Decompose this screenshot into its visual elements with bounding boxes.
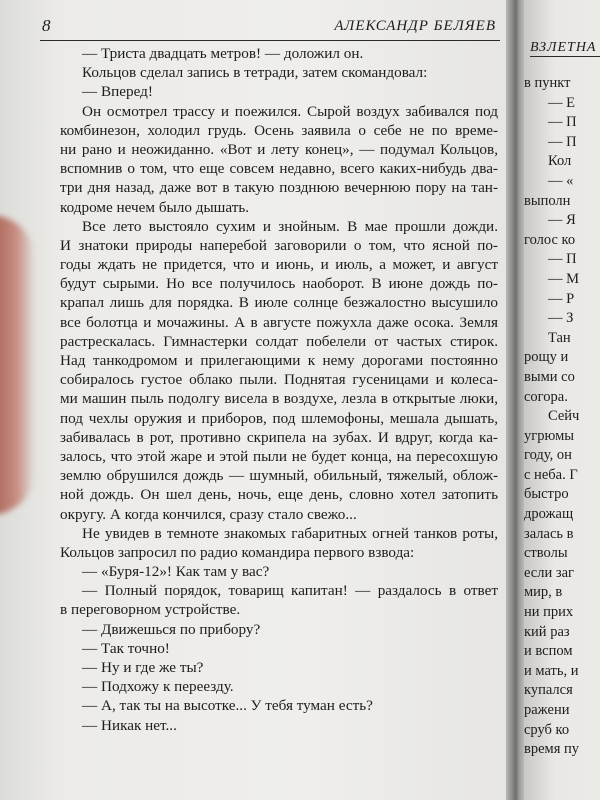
right-text-line: выми со	[524, 368, 575, 385]
right-text-line: с неба. Г	[524, 466, 578, 483]
right-text-line: купался	[524, 682, 573, 699]
right-running-head: ВЗЛЕТНА	[530, 40, 600, 57]
text-line: в переговорном устройстве.	[60, 601, 241, 619]
text-line: — Ну и где же ты?	[82, 659, 204, 676]
text-line: комбинезон, холодил грудь. Осень заявила о себе не по време-	[60, 121, 498, 139]
page-header	[40, 14, 500, 41]
text-line: растрескалась. Гимнастерки солдат побелели от частых стирок.	[60, 332, 498, 350]
text-line: округу. А когда кончился, сразу стало свежо...	[60, 505, 357, 523]
text-line: под чехлы оружия и приборов, под шлемофоны, мешала дышать,	[60, 409, 498, 427]
text-line: землю обрушился дождь — шумный, обильный, тяжелый, облож-	[60, 467, 498, 485]
right-text-line: — П	[548, 251, 577, 268]
text-line: Все лето выстояло сухим и знойным. В мае прошли дожди.	[82, 217, 498, 235]
text-line: — Триста двадцать метров! — доложил он.	[82, 45, 364, 62]
right-text-line: время пу	[524, 741, 580, 758]
right-text-line: — П	[548, 114, 577, 131]
right-text-line: — З	[548, 310, 574, 327]
right-text-line: быстро	[524, 486, 569, 503]
right-text-line: в пункт	[524, 75, 571, 91]
right-text-line: кий раз	[524, 623, 570, 640]
right-text-line: сруб ко	[524, 721, 570, 738]
right-text-line: — Е	[548, 94, 575, 111]
text-line: — Подхожу к переезду.	[82, 678, 234, 696]
right-text-line: голос ко	[524, 231, 576, 248]
text-line: Не увидев в темноте знакомых габаритных огней танков роты,	[82, 524, 498, 542]
right-body-text	[524, 74, 580, 760]
right-text-line: Тан	[548, 329, 571, 346]
text-line: — Так точно!	[82, 639, 170, 657]
text-line: забивалась в рот, противно скрипела на зубах. И вдруг, когда ка-	[60, 428, 498, 446]
page-number: 8	[42, 16, 51, 35]
text-line: — Движешься по прибору?	[82, 620, 261, 638]
right-text-line: ни прих	[524, 604, 574, 621]
text-line: кодроме нечем было дышать.	[60, 198, 250, 216]
right-text-line: и мать, и	[524, 662, 579, 679]
text-line: годы ждать не придется, что и июнь, и июль, а может, и август	[60, 256, 498, 274]
thumb-finger	[0, 215, 35, 515]
right-text-line: — «	[548, 172, 574, 189]
right-text-line: ражени	[524, 702, 570, 718]
right-text-line: залась в	[524, 525, 574, 542]
text-line: ной дождь. Он шел день, ночь, еще день, словно хотел затопить	[60, 486, 498, 504]
right-text-line: — Р	[548, 290, 575, 307]
right-text-line: рощу и	[524, 349, 569, 366]
text-line: Кольцов запросил по радио командира первого взвода:	[60, 543, 415, 561]
text-line: — Полный порядок, товарищ капитан! — раздалось в ответ	[82, 582, 498, 600]
right-text-line: стволы	[524, 545, 568, 562]
text-line: Он осмотрел трассу и поежился. Сырой воздух забивался под	[82, 102, 498, 120]
text-line: ни рано и неожиданно. «Вот и лету конец», — подумал Кольцов,	[60, 140, 498, 158]
right-page	[524, 0, 600, 800]
text-line: ми машин пыль подолгу висела в воздухе, лезла в открытые люки,	[60, 390, 498, 408]
right-text-line: — П	[548, 133, 577, 150]
right-text-line: угрюмы	[524, 427, 575, 444]
right-text-line: согора.	[524, 388, 568, 405]
text-line: три дня назад, даже вот в такую позднюю вечернюю пору на тан-	[60, 179, 498, 197]
running-head: АЛЕКСАНДР БЕЛЯЕВ	[334, 18, 496, 34]
text-line: Над танкодромом и прилегающими к нему дорогами постоянно	[60, 352, 498, 369]
right-text-line: — Я	[548, 212, 576, 229]
text-line: крапал лишь для порядка. В июле солнце безжалостно высушило	[60, 294, 498, 312]
right-text-line: если заг	[524, 564, 574, 581]
right-text-line: Сейч	[548, 408, 580, 425]
text-line: — «Буря-12»! Как там у вас?	[82, 563, 270, 581]
right-text-line: мир, в	[524, 584, 563, 601]
text-line: — Вперед!	[82, 83, 153, 101]
text-line: Кольцов сделал запись в тетради, затем скомандовал:	[82, 64, 428, 82]
right-text-line: году, он	[524, 447, 572, 464]
right-text-line: и вспом	[524, 643, 573, 660]
text-line: — А, так ты на высотке... У тебя туман есть?	[82, 697, 373, 715]
text-line: будут сырыми. Но все получилось наоборот. В июне дождь по-	[60, 275, 498, 293]
text-line: И знатоки природы наперебой заговорили о том, что ясной по-	[60, 236, 498, 254]
right-text-line: выполн	[524, 192, 571, 209]
body-text	[60, 44, 498, 735]
text-line: собиралось густое облако пыли. Поднятая гусеницами и колеса-	[60, 371, 498, 389]
text-line: залось, что этой жаре и этой пыли не будет конца, на пересохшую	[60, 447, 498, 465]
right-text-line: — М	[548, 270, 580, 287]
text-line: все болотца и мочажины. А в августе пожухла даже осока. Земля	[60, 313, 498, 331]
right-text-line: дрожащ	[524, 506, 574, 523]
right-text-line: Кол	[548, 153, 572, 170]
text-line: вспомнив о том, что еще совсем недавно, всего каких-нибудь два-	[60, 160, 498, 178]
text-line: — Никак нет...	[82, 716, 177, 734]
